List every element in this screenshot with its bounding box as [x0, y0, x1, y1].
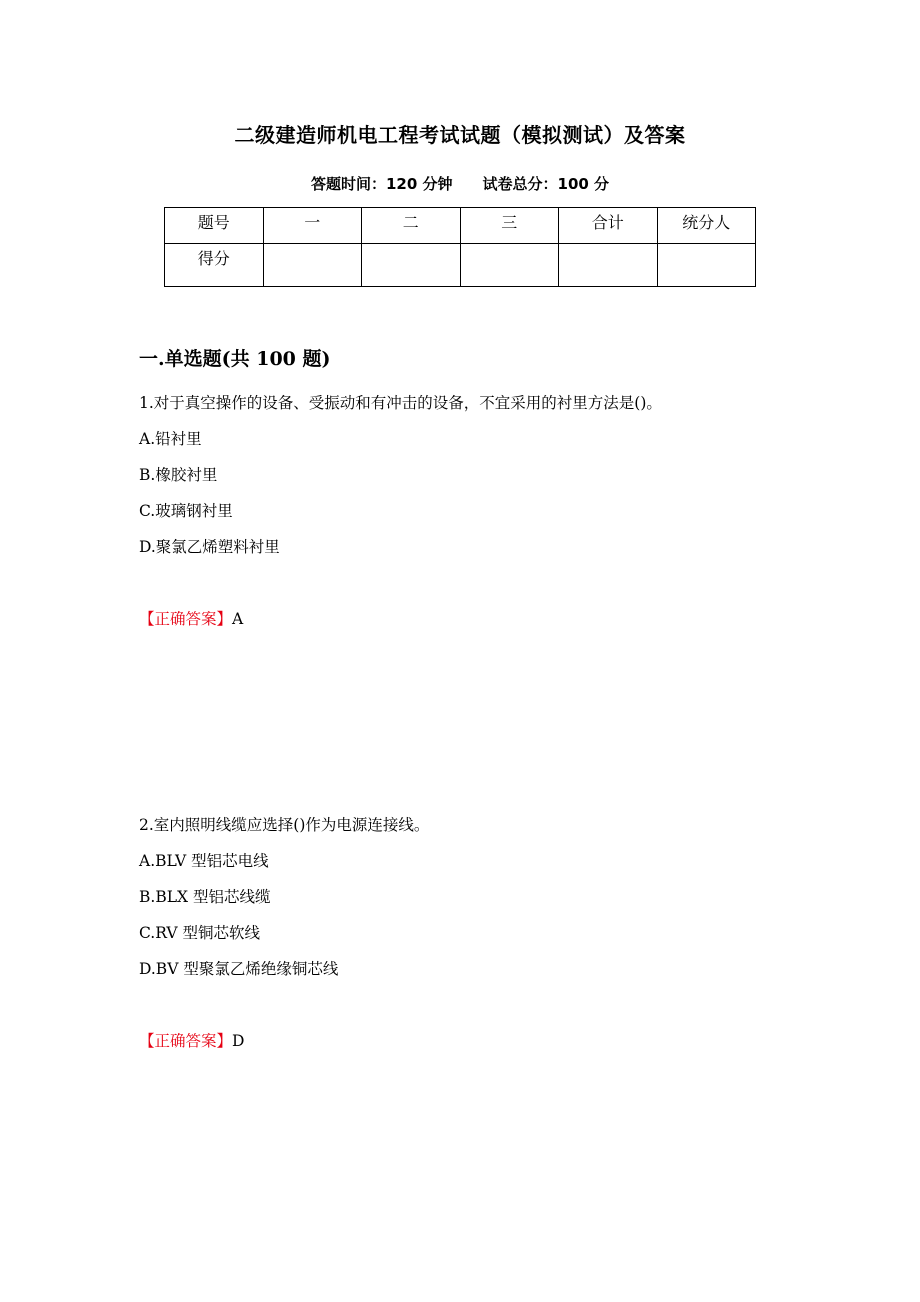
question-option: B.橡胶衬里 — [139, 466, 218, 484]
exam-time: 答题时间：120 分钟 — [310, 175, 453, 193]
question-option: A.BLV 型铝芯电线 — [139, 852, 269, 870]
question-option: D.聚氯乙烯塑料衬里 — [139, 538, 280, 556]
score-cell — [657, 244, 756, 287]
correct-answer — [139, 607, 243, 631]
question-stem: 1.对于真空操作的设备、受振动和有冲击的设备，不宜采用的衬里方法是()。 — [139, 394, 662, 412]
question-option: D.BV 型聚氯乙烯绝缘铜芯线 — [139, 960, 339, 978]
score-cell — [362, 244, 461, 287]
score-cell — [559, 244, 658, 287]
score-header-cell: 统分人 — [657, 208, 756, 244]
question-option: C.RV 型铜芯软线 — [139, 924, 260, 942]
score-header-cell: 三 — [460, 208, 559, 244]
correct-answer-value: A — [232, 610, 244, 628]
score-table — [164, 207, 756, 287]
question-option: A.铅衬里 — [139, 430, 202, 448]
page-title: 二级建造师机电工程考试试题（模拟测试）及答案 — [234, 123, 686, 147]
score-header-cell: 合计 — [559, 208, 658, 244]
correct-answer-label: 【正确答案】 — [139, 1032, 233, 1050]
score-cell — [263, 244, 362, 287]
score-cell — [460, 244, 559, 287]
question-option: C.玻璃钢衬里 — [139, 502, 233, 520]
score-table-header-row — [165, 208, 756, 244]
question-option: B.BLX 型铝芯线缆 — [139, 888, 271, 906]
exam-meta — [0, 172, 920, 196]
score-table-score-row — [165, 244, 756, 287]
score-header-cell: 一 — [263, 208, 362, 244]
score-header-cell: 题号 — [165, 208, 264, 244]
exam-total-score: 试卷总分：100 分 — [482, 175, 610, 193]
correct-answer-label: 【正确答案】 — [139, 610, 233, 628]
score-row-label: 得分 — [165, 244, 264, 287]
correct-answer — [139, 1029, 244, 1053]
correct-answer-value: D — [232, 1032, 245, 1050]
score-header-cell: 二 — [362, 208, 461, 244]
section-heading: 一.单选题(共 100 题) — [139, 348, 331, 370]
question-stem: 2.室内照明线缆应选择()作为电源连接线。 — [139, 816, 430, 834]
